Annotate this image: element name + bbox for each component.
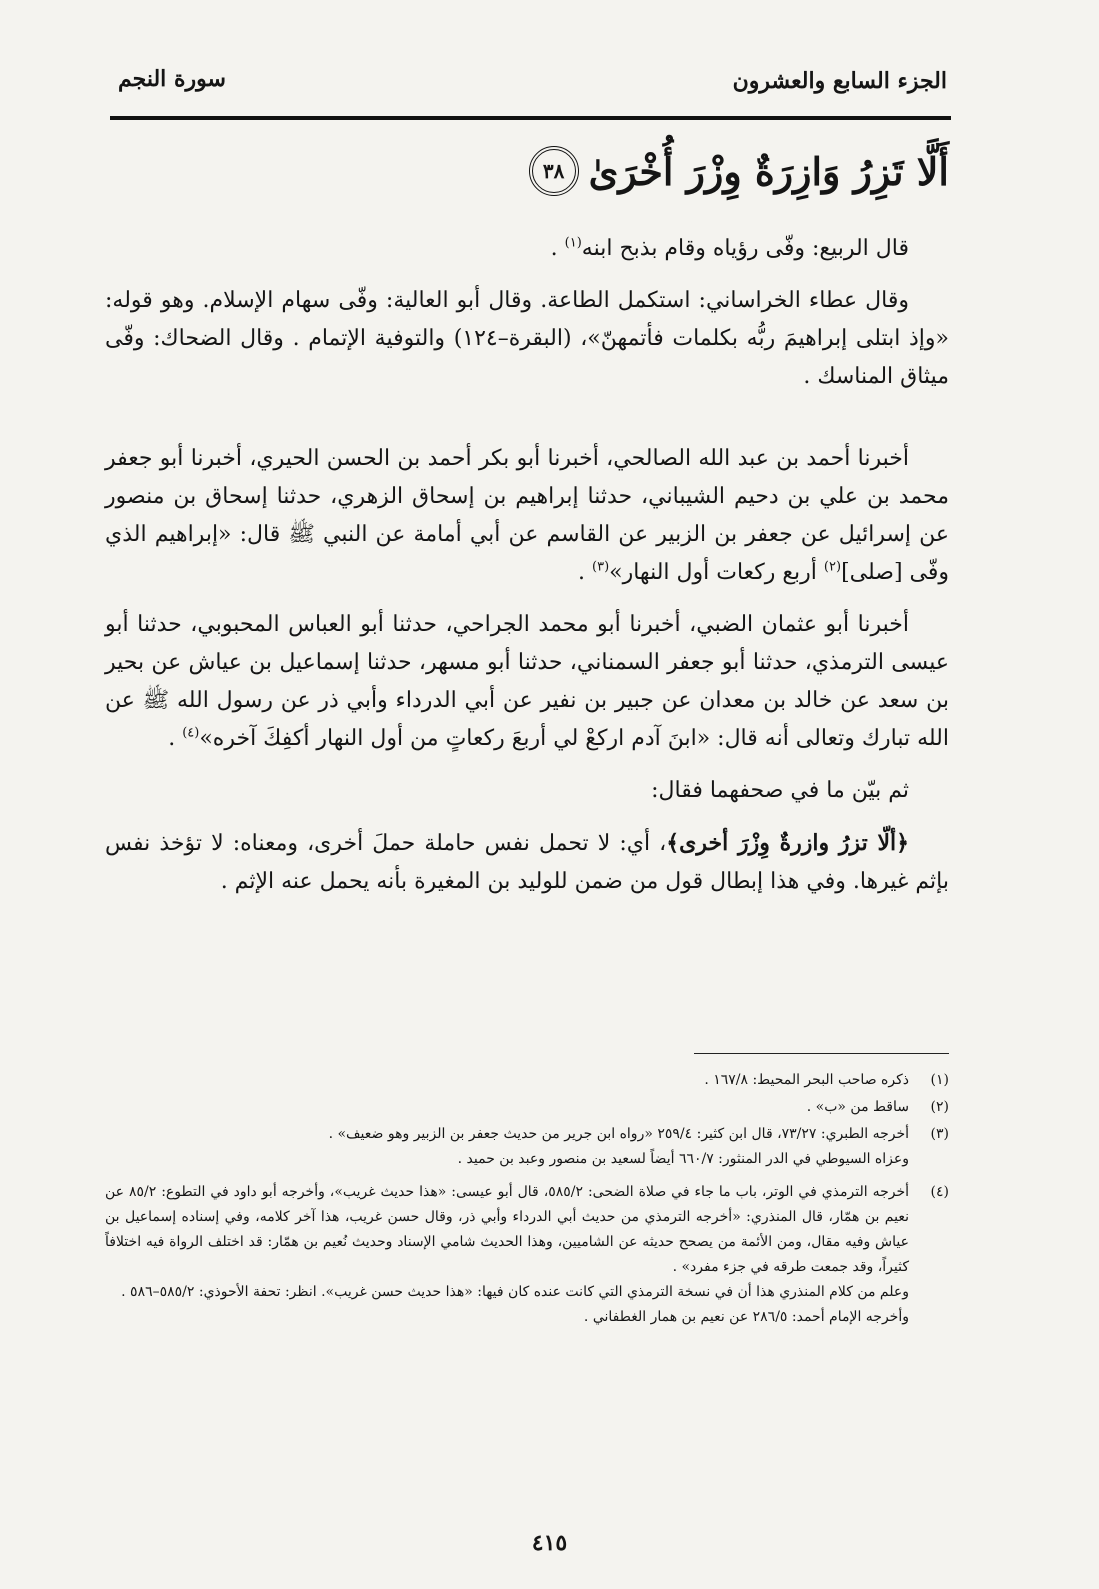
running-header-part: الجزء السابع والعشرون	[732, 68, 947, 94]
page-number: ٤١٥	[531, 1530, 568, 1556]
footnotes	[105, 1068, 949, 1332]
footnote-2: (٢) ساقط من «ب» .	[806, 1099, 949, 1115]
paragraph-rabi: قال الربيع: وفّى رؤياه وقام بذبح ابنه$^{(١)}$ .	[550, 235, 909, 261]
paragraph-transition: ثم بيّن ما في صحفهما فقال:	[651, 778, 909, 803]
commentary-body	[105, 230, 949, 915]
paragraph-ata: وقال عطاء الخراساني: استكمل الطاعة. وقال أبو العالية: وفّى سهام الإسلام. وهو قوله: «وإذ ابتلى إبراهيمَ ربُّه بكلمات فأتمهنّ»، (البقرة–١٢٤) والتوفية الإتمام . وقال الضحاك: وفّى ميثاق المناسك .	[105, 288, 949, 389]
header-divider	[110, 116, 951, 120]
paragraph-verse-explanation: ﴿ألّا تزرُ وازرةٌ وِزْرَ أخرى﴾، أي: لا تحمل نفس حاملة حملَ أخرى، ومعناه: لا تؤخذ نفس بإثم غيرها. وفي هذا إبطال قول من ضمن للوليد بن المغيرة بأنه يحمل عنه الإثم .	[105, 830, 949, 894]
footnote-ref-4: (٤)	[182, 725, 200, 741]
footnote-1: (١) ذكره صاحب البحر المحيط: ١٦٧/٨ .	[704, 1072, 949, 1088]
footnote-divider	[694, 1053, 949, 1054]
footnote-ref-3: (٣)	[592, 559, 610, 575]
verse-text: أَلَّا تَزِرُ وَازِرَةٌ وِزْرَ أُخْرَىٰ	[588, 148, 949, 194]
verse-number-medallion: ٣٨	[529, 146, 579, 196]
paragraph-isnad-2: أخبرنا أبو عثمان الضبي، أخبرنا أبو محمد الجراحي، حدثنا أبو العباس المحبوبي، حدثنا أبو عيسى الترمذي، حدثنا أبو جعفر السمناني، حدثنا أبو مسهر، حدثنا إسماعيل بن عياش عن بحير بن سعد عن خالد بن معدان عن جبير بن نفير عن أبي الدرداء وأبي ذر عن رسول الله ﷺ عن الله تبارك وتعالى أنه قال: «ابنَ آدم اركعْ لي أربعَ ركعاتٍ من أول النهار أكفِكَ آخره»$^{(٤)}$ .	[105, 612, 949, 751]
quran-verse-heading	[529, 146, 949, 196]
footnote-ref-1: (١)	[564, 235, 582, 251]
footnote-4: (٤) أخرجه الترمذي في الوتر، باب ما جاء في صلاة الضحى: ٥٨٥/٢، قال أبو عيسى: «هذا حديث غريب»، وأخرجه أبو داود في التطوع: ٨٥/٢ عن نعيم بن همّار، قال المنذري: «أخرجه الترمذي من حديث أبي الدرداء وأبي ذر، وقال حسن غريب، هذا آخر كلامه، وفي إسناده إسماعيل بن عياش وفيه مقال، ومن الأئمة من يصحح حديثه عن الشاميين، وهذا الحديث شامي الإسناد وحديث نُعيم بن همّار: قد اختلف الرواة فيه اختلافاً كثيراً، وقد جمعت طرقه في جزء مفرد» . وعلم من كلام المنذري هذا أن في نسخة الترمذي التي كانت عنده كان فيها: «هذا حديث حسن غريب». انظر: تحفة الأحوذي: ٥٨٥/٢–٥٨٦ . وأخرجه الإمام أحمد: ٢٨٦/٥ عن نعيم بن همار الغطفاني .	[105, 1184, 949, 1325]
running-header-surah: سورة النجم	[118, 66, 226, 92]
footnote-ref-2: (٢)	[823, 559, 842, 575]
paragraph-isnad-1: أخبرنا أحمد بن عبد الله الصالحي، أخبرنا أبو بكر أحمد بن الحسن الحيري، أخبرنا أبو جعفر محمد بن علي بن دحيم الشيباني، حدثنا إبراهيم بن إسحاق الزهري، حدثنا إسحاق بن منصور عن إسرائيل عن جعفر بن الزبير عن القاسم عن أبي أمامة عن النبي ﷺ قال: «إبراهيم الذي وفّى [صلى]$^{(٢)}$ أربع ركعات أول النهار»$^{(٣)}$ .	[105, 446, 949, 585]
footnote-3: (٣) أخرجه الطبري: ٧٣/٢٧، قال ابن كثير: ٢٥٩/٤ «رواه ابن جرير من حديث جعفر بن الزبير وهو ضعيف» . وعزاه السيوطي في الدر المنثور: ٦٦٠/٧ أيضاً لسعيد بن منصور وعبد بن حميد .	[328, 1126, 949, 1167]
quoted-verse: ﴿ألّا تزرُ وازرةٌ وِزْرَ أخرى﴾	[666, 830, 910, 856]
